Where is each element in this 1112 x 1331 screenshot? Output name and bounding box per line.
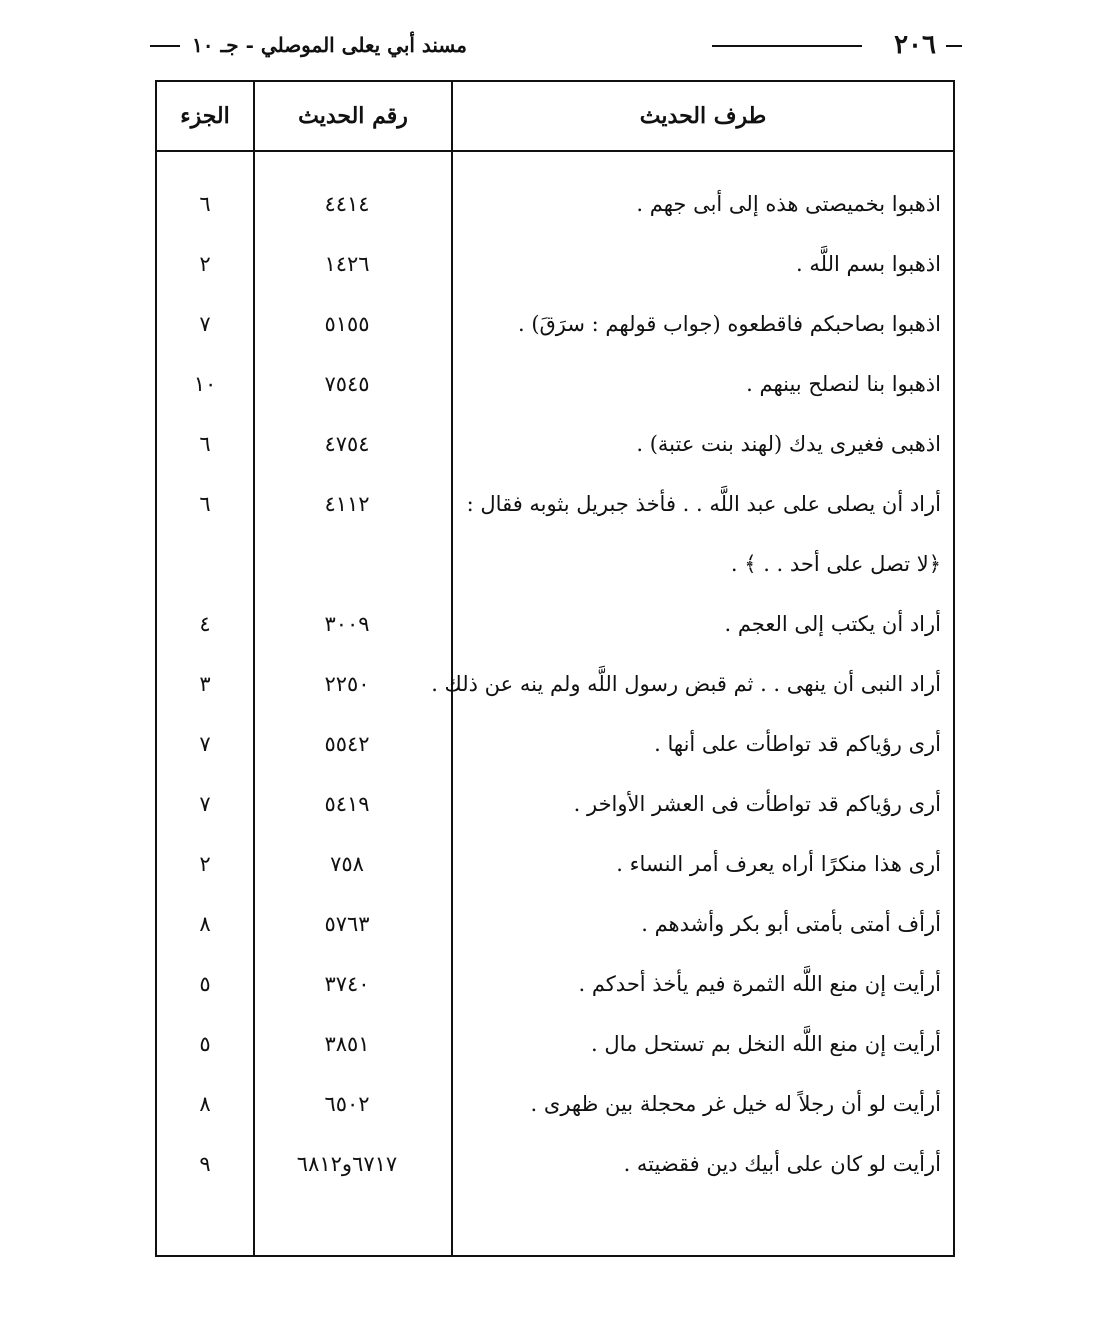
- hadith-number: ١٤٢٦: [324, 252, 370, 276]
- volume-part: ٥: [199, 1032, 211, 1056]
- hadith-text: اذهبوا بخميصتى هذه إلى أبى جهم .: [636, 192, 941, 216]
- table-row: [157, 1134, 953, 1194]
- hadith-number: ٧٥٨: [330, 852, 364, 876]
- hadith-text: أرأيت لو كان على أبيك دين فقضيته .: [623, 1152, 941, 1176]
- table-row: [157, 234, 953, 294]
- hadith-text: أرأيت لو أن رجلاً له خيل غر محجلة بين ظهرى .: [530, 1092, 941, 1116]
- table-row: [157, 1074, 953, 1134]
- column-header-hadith: طرف الحديث: [639, 103, 767, 129]
- column-header-number: رقم الحديث: [298, 103, 408, 129]
- volume-part: ٧: [199, 792, 211, 816]
- table-row: [157, 774, 953, 834]
- column-header-part: الجزء: [180, 103, 230, 129]
- hadith-number: ٥٤١٩: [324, 792, 370, 816]
- volume-part: ٥: [199, 972, 211, 996]
- hadith-number: [255, 534, 439, 594]
- volume-part: ٢: [199, 252, 211, 276]
- table-row: [157, 294, 953, 354]
- hadith-text: أراد أن يصلى على عبد اللَّه . . فأخذ جبريل بثوبه فقال :: [466, 492, 941, 516]
- header-divider: [157, 150, 953, 152]
- hadith-number: ٣٨٥١: [324, 1032, 370, 1056]
- table-row: [157, 954, 953, 1014]
- hadith-text: ﴿لا تصل على أحد . . ﴾ .: [730, 552, 941, 576]
- table-row: [157, 834, 953, 894]
- hadith-text: اذهبوا بنا لنصلح بينهم .: [746, 372, 941, 396]
- volume-part: ٨: [199, 1092, 211, 1116]
- table-row: [157, 414, 953, 474]
- hadith-text: أرى رؤياكم قد تواطأت على أنها .: [654, 732, 941, 756]
- volume-part: ٦: [199, 192, 211, 216]
- hadith-number: ٦٥٠٢: [324, 1092, 370, 1116]
- hadith-number: ٥٥٤٢: [324, 732, 370, 756]
- volume-part: ٩: [199, 1152, 211, 1176]
- hadith-number: ٣٠٠٩: [324, 612, 370, 636]
- table-row: [157, 534, 953, 594]
- hadith-number: ٧٥٤٥: [324, 372, 370, 396]
- hadith-index-table: [155, 80, 955, 1257]
- volume-part: ٨: [199, 912, 211, 936]
- book-title: مسند أبي يعلى الموصلي - جـ ١٠: [186, 30, 473, 60]
- hadith-number: ٤٤١٤: [324, 192, 370, 216]
- table-row: [157, 594, 953, 654]
- volume-part: ٧: [199, 312, 211, 336]
- hadith-number: ٣٧٤٠: [324, 972, 370, 996]
- hadith-text: أرأيت إن منع اللَّه الثمرة فيم يأخذ أحدكم .: [578, 972, 941, 996]
- hadith-number: ٤٧٥٤: [324, 432, 370, 456]
- table-row: [157, 354, 953, 414]
- hadith-number: ٢٢٥٠: [324, 672, 370, 696]
- volume-part: ٢: [199, 852, 211, 876]
- hadith-text: أراد النبى أن ينهى . . ثم قبض رسول اللَّه ولم ينه عن ذلك .: [431, 672, 941, 696]
- header-rule-middle: [712, 45, 862, 47]
- hadith-number: ٥٧٦٣: [324, 912, 370, 936]
- volume-part: ٧: [199, 732, 211, 756]
- volume-part: ٦: [199, 492, 211, 516]
- hadith-number: ٤١١٢: [324, 492, 370, 516]
- hadith-number: ٦٧١٧و٦٨١٢: [296, 1152, 398, 1176]
- table-row: [157, 714, 953, 774]
- table-row: [157, 174, 953, 234]
- header-rule-right: [946, 45, 962, 47]
- table-row: [157, 894, 953, 954]
- hadith-text: أرأيت إن منع اللَّه النخل بم تستحل مال .: [591, 1032, 941, 1056]
- volume-part: ٤: [199, 612, 211, 636]
- hadith-text: أراد أن يكتب إلى العجم .: [724, 612, 941, 636]
- page-number: ٢٠٦: [888, 28, 942, 62]
- page-header: [150, 28, 962, 62]
- header-rule-left: [150, 45, 180, 47]
- hadith-number: ٥١٥٥: [324, 312, 370, 336]
- volume-part: [157, 534, 253, 594]
- hadith-text: اذهبوا بسم اللَّه .: [796, 252, 941, 276]
- hadith-text: اذهبوا بصاحبكم فاقطعوه (جواب قولهم : سرَقَ) .: [517, 312, 941, 336]
- hadith-text: أرأف أمتى بأمتى أبو بكر وأشدهم .: [641, 912, 941, 936]
- hadith-text: اذهبى فغيرى يدك (لهند بنت عتبة) .: [636, 432, 941, 456]
- table-row: [157, 1014, 953, 1074]
- table-row: [157, 654, 953, 714]
- hadith-text: أرى رؤياكم قد تواطأت فى العشر الأواخر .: [573, 792, 941, 816]
- volume-part: ١٠: [193, 372, 217, 396]
- volume-part: ٣: [199, 672, 211, 696]
- volume-part: ٦: [199, 432, 211, 456]
- hadith-text: أرى هذا منكرًا أراه يعرف أمر النساء .: [616, 852, 941, 876]
- table-row: [157, 474, 953, 534]
